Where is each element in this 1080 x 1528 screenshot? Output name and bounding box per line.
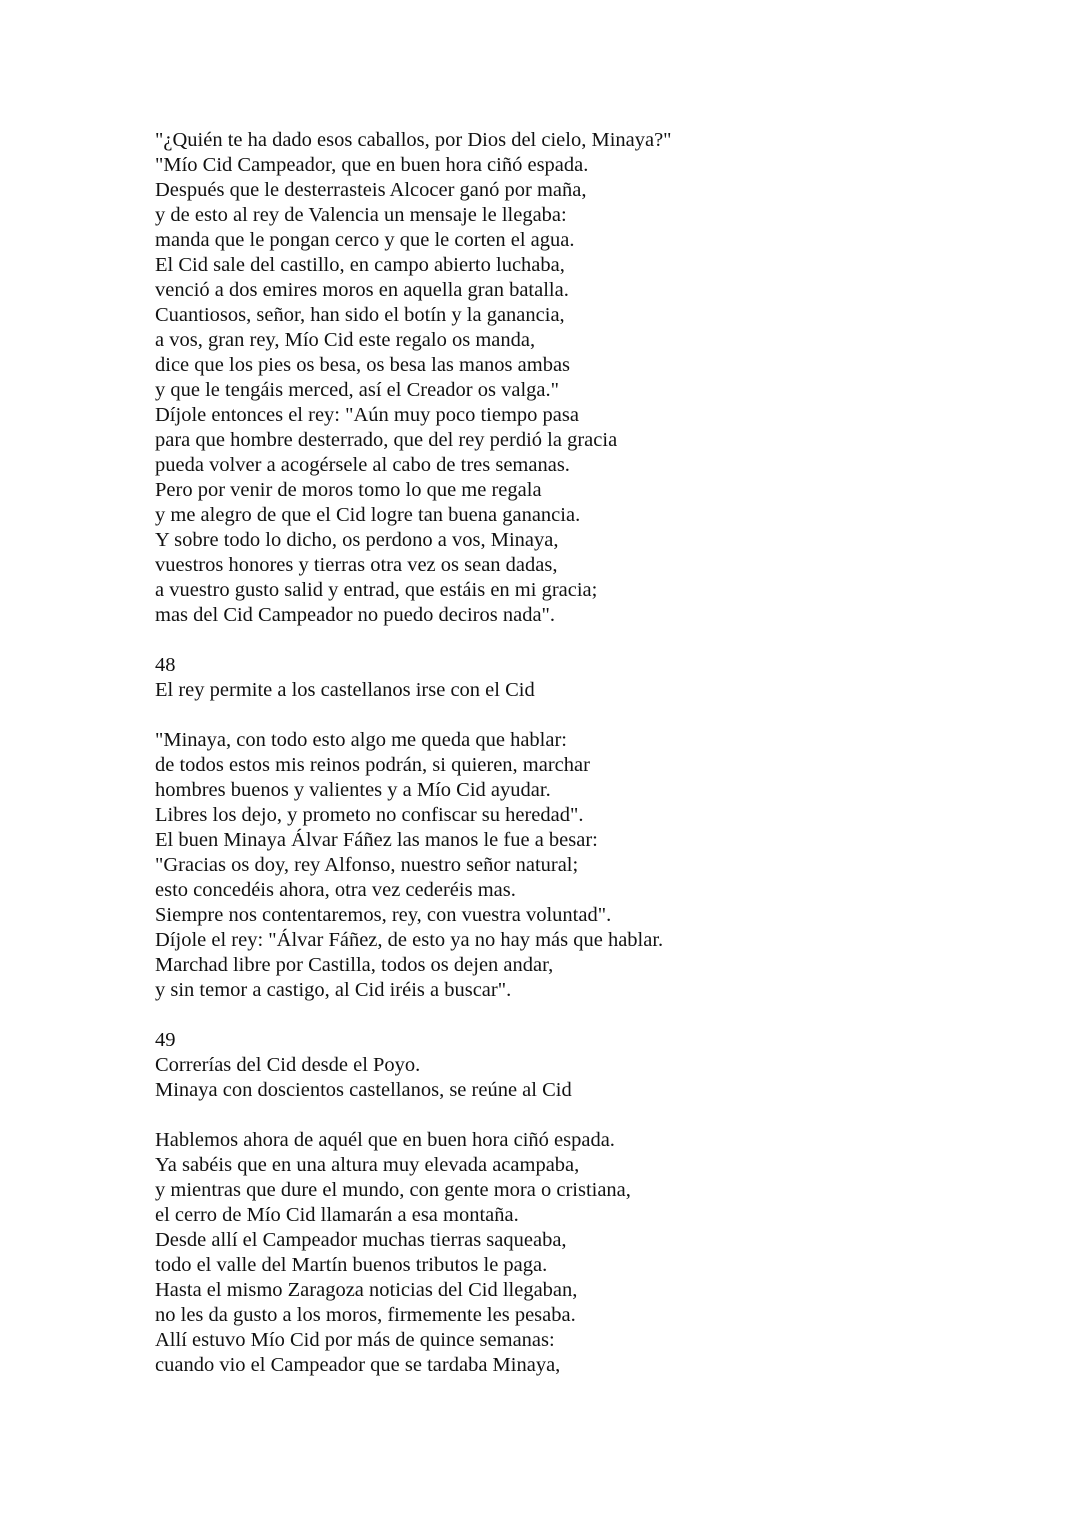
section-number: 49: [155, 1029, 176, 1051]
verse-line: "¿Quién te ha dado esos caballos, por Dios del cielo, Minaya?": [155, 129, 672, 151]
verse-line: el cerro de Mío Cid llamarán a esa montaña.: [155, 1204, 519, 1226]
verse-line: Desde allí el Campeador muchas tierras saqueaba,: [155, 1229, 567, 1251]
verse-line: Siempre nos contentaremos, rey, con vuestra voluntad".: [155, 904, 612, 926]
verse-line: Díjole entonces el rey: "Aún muy poco tiempo pasa: [155, 404, 579, 426]
stanza-49: [155, 1028, 1035, 1378]
verse-line: no les da gusto a los moros, firmemente les pesaba.: [155, 1304, 576, 1326]
verse-line: manda que le pongan cerco y que le corten el agua.: [155, 229, 575, 251]
stanza-48: [155, 653, 1035, 1003]
verse-line: todo el valle del Martín buenos tributos le paga.: [155, 1254, 548, 1276]
verse-line: Hablemos ahora de aquél que en buen hora ciñó espada.: [155, 1129, 615, 1151]
verse-line: Ya sabéis que en una altura muy elevada acampaba,: [155, 1154, 580, 1176]
section-heading: El rey permite a los castellanos irse con el Cid: [155, 679, 535, 701]
document-page: [155, 128, 1035, 1378]
verse-line: dice que los pies os besa, os besa las manos ambas: [155, 354, 571, 376]
verse-line: "Gracias os doy, rey Alfonso, nuestro señor natural;: [155, 854, 579, 876]
verse-line: a vos, gran rey, Mío Cid este regalo os manda,: [155, 329, 536, 351]
verse-line: "Minaya, con todo esto algo me queda que hablar:: [155, 729, 567, 751]
verse-line: y de esto al rey de Valencia un mensaje le llegaba:: [155, 204, 567, 226]
verse-line: "Mío Cid Campeador, que en buen hora ciñó espada.: [155, 154, 589, 176]
verse-line: y que le tengáis merced, así el Creador os valga.": [155, 379, 559, 401]
verse-line: Pero por venir de moros tomo lo que me regala: [155, 479, 542, 501]
verse-line: Allí estuvo Mío Cid por más de quince semanas:: [155, 1329, 555, 1351]
verse-line: cuando vio el Campeador que se tardaba Minaya,: [155, 1354, 561, 1376]
verse-line: y me alegro de que el Cid logre tan buena ganancia.: [155, 504, 581, 526]
verse-line: Díjole el rey: "Álvar Fáñez, de esto ya no hay más que hablar.: [155, 929, 664, 951]
verse-line: Libres los dejo, y prometo no confiscar su heredad".: [155, 804, 584, 826]
verse-line: esto concedéis ahora, otra vez cederéis mas.: [155, 879, 516, 901]
stanza-47: [155, 128, 1035, 628]
verse-line: a vuestro gusto salid y entrad, que estáis en mi gracia;: [155, 579, 598, 601]
heading-spacer: [155, 703, 1035, 728]
verse-line: Después que le desterrasteis Alcocer ganó por maña,: [155, 179, 587, 201]
verse-line: hombres buenos y valientes y a Mío Cid ayudar.: [155, 779, 551, 801]
verse-line: El buen Minaya Álvar Fáñez las manos le fue a besar:: [155, 829, 598, 851]
stanza-spacer: [155, 1003, 1035, 1028]
verse-line: de todos estos mis reinos podrán, si quieren, marchar: [155, 754, 590, 776]
verse-line: Cuantiosos, señor, han sido el botín y la ganancia,: [155, 304, 565, 326]
stanza-spacer: [155, 628, 1035, 653]
verse-line: vuestros honores y tierras otra vez os sean dadas,: [155, 554, 558, 576]
verse-line: venció a dos emires moros en aquella gran batalla.: [155, 279, 569, 301]
section-number: 48: [155, 654, 176, 676]
verse-line: y mientras que dure el mundo, con gente mora o cristiana,: [155, 1179, 631, 1201]
verse-line: Y sobre todo lo dicho, os perdono a vos, Minaya,: [155, 529, 559, 551]
verse-line: mas del Cid Campeador no puedo deciros nada".: [155, 604, 556, 626]
verse-line: El Cid sale del castillo, en campo abierto luchaba,: [155, 254, 565, 276]
verse-line: y sin temor a castigo, al Cid iréis a buscar".: [155, 979, 512, 1001]
section-heading: Correrías del Cid desde el Poyo.: [155, 1054, 421, 1076]
verse-line: Marchad libre por Castilla, todos os dejen andar,: [155, 954, 554, 976]
heading-spacer: [155, 1103, 1035, 1128]
section-subheading: Minaya con doscientos castellanos, se reúne al Cid: [155, 1079, 572, 1101]
verse-line: para que hombre desterrado, que del rey perdió la gracia: [155, 429, 618, 451]
verse-line: pueda volver a acogérsele al cabo de tres semanas.: [155, 454, 570, 476]
verse-line: Hasta el mismo Zaragoza noticias del Cid llegaban,: [155, 1279, 578, 1301]
